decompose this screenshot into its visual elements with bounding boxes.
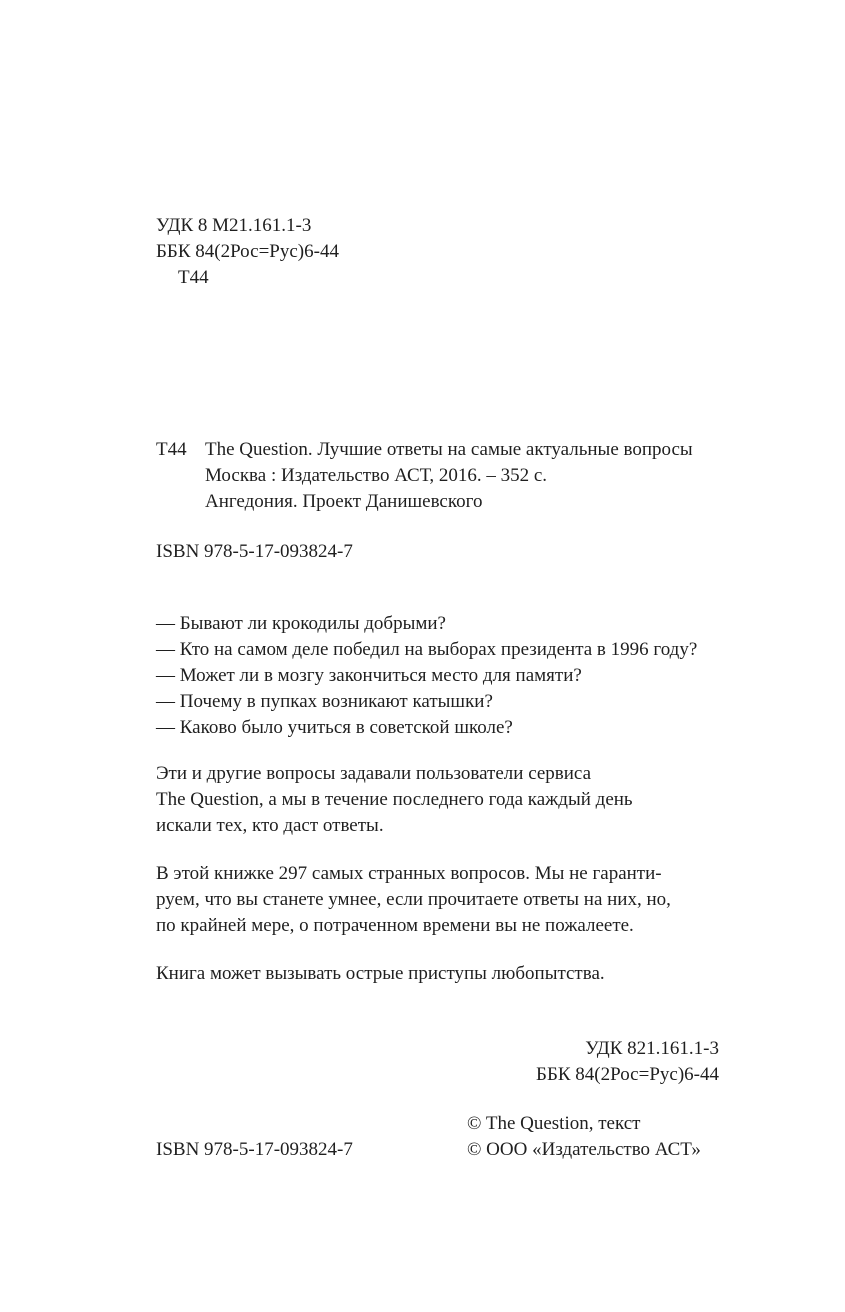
udk-code: УДК 8 М21.161.1-3 [156,215,312,236]
bibliographic-record [156,437,756,515]
bib-series: Ангедония. Проект Данишевского [205,491,483,512]
question-item: — Может ли в мозгу закончиться место для памяти? [156,665,582,686]
isbn-top [156,539,353,565]
description-paragraph-1 [156,761,633,839]
copyright-publisher: © ООО «Издательство АСТ» [467,1139,701,1160]
paragraph-line: В этой книжке 297 самых странных вопросов. Мы не гаранти- [156,863,662,884]
question-item: — Почему в пупках возникают катышки? [156,691,493,712]
paragraph-line: Книга может вызывать острые приступы любопытства. [156,963,605,984]
bib-row-title [156,437,756,463]
question-item: — Бывают ли крокодилы добрыми? [156,613,446,634]
paragraph-line: Эти и другие вопросы задавали пользователи сервиса [156,763,592,784]
description-paragraph-2 [156,861,671,939]
copyright-notice [467,1111,701,1163]
bib-row-series [156,489,756,515]
bbk-code-bottom: ББК 84(2Рос=Рус)6-44 [536,1064,719,1085]
top-classification [156,213,339,291]
paragraph-line: искали тех, кто даст ответы. [156,815,384,836]
bbk-code: ББК 84(2Рос=Рус)6-44 [156,241,339,262]
bib-row-publisher [156,463,756,489]
bib-publisher: Москва : Издательство АСТ, 2016. – 352 с. [205,465,548,486]
udk-code-bottom: УДК 821.161.1-3 [585,1038,719,1059]
description-paragraph-3 [156,961,605,987]
bib-author-mark: Т44 [156,439,187,460]
paragraph-line: The Question, а мы в течение последнего года каждый день [156,789,633,810]
bottom-classification [536,1036,719,1088]
question-item: — Кто на самом деле победил на выборах президента в 1996 году? [156,639,698,660]
paragraph-line: по крайней мере, о потраченном времени вы не пожалеете. [156,915,634,936]
author-mark: Т44 [178,267,209,288]
question-item: — Каково было учиться в советской школе? [156,717,513,738]
bib-title: The Question. Лучшие ответы на самые актуальные вопросы [205,439,693,460]
paragraph-line: руем, что вы станете умнее, если прочитаете ответы на них, но, [156,889,671,910]
copyright-text: © The Question, текст [467,1113,641,1134]
isbn-top-text: ISBN 978-5-17-093824-7 [156,541,353,562]
questions-list [156,611,697,741]
isbn-bottom [156,1137,353,1163]
isbn-bottom-text: ISBN 978-5-17-093824-7 [156,1139,353,1160]
